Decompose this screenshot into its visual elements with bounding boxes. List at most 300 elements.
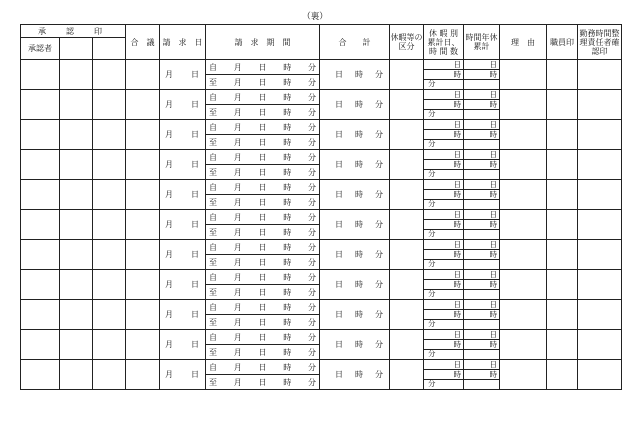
- unit-hour: 時: [489, 279, 497, 289]
- manager-seal-cell[interactable]: [578, 60, 622, 90]
- unit-hour: 時: [453, 369, 461, 379]
- manager-seal-cell[interactable]: [578, 210, 622, 240]
- unit-day: 日: [489, 59, 497, 69]
- unit-month: 月: [233, 182, 242, 192]
- approver-seal-cell[interactable]: [21, 120, 60, 150]
- unit-day: 日: [453, 329, 461, 339]
- unit-day: 日: [489, 179, 497, 189]
- unit-month: 月: [233, 77, 242, 87]
- unit-day: 日: [335, 100, 343, 109]
- annual-hours-cell[interactable]: [464, 330, 500, 360]
- annual-hours-cell[interactable]: [464, 300, 500, 330]
- page-title: （裏）: [302, 12, 328, 22]
- staff-seal-cell[interactable]: [547, 180, 578, 210]
- unit-month: 月: [165, 370, 173, 379]
- record-row: [21, 330, 622, 345]
- leave-type-cell[interactable]: [390, 360, 424, 390]
- unit-month: 月: [165, 340, 173, 349]
- unit-hour: 時: [355, 370, 363, 379]
- period-to-cell[interactable]: [206, 105, 320, 120]
- unit-day: 日: [258, 317, 267, 327]
- claim-date-cell[interactable]: [160, 330, 206, 360]
- unit-day: 日: [453, 299, 461, 309]
- annual-hours-cell[interactable]: [464, 360, 500, 390]
- unit-day: 日: [258, 182, 267, 192]
- approver-seal-cell-2[interactable]: [60, 60, 93, 90]
- unit-month: 月: [233, 362, 242, 372]
- approver-seal-cell-2[interactable]: [60, 240, 93, 270]
- approver-seal-cell-2[interactable]: [60, 210, 93, 240]
- staff-seal-cell[interactable]: [547, 150, 578, 180]
- unit-hour: 時: [453, 309, 461, 319]
- unit-day: 日: [335, 250, 343, 259]
- total-cell[interactable]: [320, 60, 390, 90]
- total-cell[interactable]: [320, 330, 390, 360]
- record-row: [21, 150, 622, 165]
- unit-hour: 時: [453, 339, 461, 349]
- total-cell[interactable]: [320, 360, 390, 390]
- unit-month: 月: [233, 212, 242, 222]
- period-from-cell[interactable]: [206, 330, 320, 345]
- unit-minute: 分: [308, 347, 316, 357]
- unit-hour: 時: [489, 129, 497, 139]
- unit-month: 月: [165, 130, 173, 139]
- unit-day: 日: [335, 340, 343, 349]
- unit-day: 日: [258, 272, 267, 282]
- approver-seal-cell-2[interactable]: [60, 270, 93, 300]
- period-to-cell[interactable]: [206, 285, 320, 300]
- unit-hour: 時: [283, 257, 292, 267]
- unit-hour: 時: [283, 347, 292, 357]
- approver-seal-cell-2[interactable]: [60, 150, 93, 180]
- unit-hour: 時: [283, 332, 292, 342]
- total-cell[interactable]: [320, 270, 390, 300]
- reason-cell[interactable]: [500, 120, 547, 150]
- approver-seal-cell-3[interactable]: [93, 180, 126, 210]
- consultation-cell[interactable]: [126, 300, 160, 330]
- unit-month: 月: [233, 152, 242, 162]
- total-cell[interactable]: [320, 150, 390, 180]
- annual-hours-cell[interactable]: [464, 150, 500, 180]
- leave-cumulative-cell[interactable]: [424, 330, 464, 360]
- unit-day: 日: [489, 239, 497, 249]
- consultation-cell[interactable]: [126, 60, 160, 90]
- leave-cumulative-cell[interactable]: [424, 240, 464, 270]
- total-cell[interactable]: [320, 180, 390, 210]
- total-cell[interactable]: [320, 90, 390, 120]
- manager-seal-cell[interactable]: [578, 240, 622, 270]
- unit-minute: 分: [375, 160, 383, 169]
- approver-seal-cell-3[interactable]: [93, 210, 126, 240]
- staff-seal-cell[interactable]: [547, 360, 578, 390]
- unit-day: 日: [258, 347, 267, 357]
- unit-hour: 時: [453, 129, 461, 139]
- unit-minute: 分: [308, 77, 316, 87]
- unit-month: 月: [233, 107, 242, 117]
- unit-to: 至: [209, 167, 217, 177]
- approver-seal-cell[interactable]: [21, 300, 60, 330]
- approver-seal-cell-3[interactable]: [93, 360, 126, 390]
- approver-blank-2: [93, 38, 126, 60]
- approver-seal-cell-3[interactable]: [93, 90, 126, 120]
- period-to-cell[interactable]: [206, 135, 320, 150]
- leave-type-cell[interactable]: [390, 180, 424, 210]
- approver-seal-cell-3[interactable]: [93, 330, 126, 360]
- annual-hours-cell[interactable]: [464, 90, 500, 120]
- claim-date-header: 請 求 日: [160, 25, 206, 60]
- leave-cumulative-cell[interactable]: [424, 270, 464, 300]
- leave-type-cell[interactable]: [390, 240, 424, 270]
- consultation-cell[interactable]: [126, 210, 160, 240]
- staff-seal-cell[interactable]: [547, 300, 578, 330]
- unit-hour: 時: [283, 317, 292, 327]
- unit-month: 月: [165, 220, 173, 229]
- record-row: [21, 120, 622, 135]
- total-cell[interactable]: [320, 240, 390, 270]
- reason-cell[interactable]: [500, 270, 547, 300]
- unit-minute: 分: [428, 169, 436, 179]
- period-from-cell[interactable]: [206, 60, 320, 75]
- staff-seal-cell[interactable]: [547, 90, 578, 120]
- annual-hours-cell[interactable]: [464, 210, 500, 240]
- manager-seal-cell[interactable]: [578, 330, 622, 360]
- unit-hour: 時: [283, 92, 292, 102]
- leave-type-cell[interactable]: [390, 210, 424, 240]
- unit-hour: 時: [283, 77, 292, 87]
- approver-seal-cell-3[interactable]: [93, 150, 126, 180]
- approver-seal-cell-3[interactable]: [93, 240, 126, 270]
- leave-type-cell[interactable]: [390, 150, 424, 180]
- reason-cell[interactable]: [500, 240, 547, 270]
- annual-hours-cell[interactable]: [464, 240, 500, 270]
- record-row: [21, 240, 622, 255]
- leave-type-cell[interactable]: [390, 300, 424, 330]
- period-to-cell[interactable]: [206, 195, 320, 210]
- consultation-cell[interactable]: [126, 360, 160, 390]
- approver-seal-cell-3[interactable]: [93, 270, 126, 300]
- record-row: [21, 90, 622, 105]
- unit-day: 日: [258, 137, 267, 147]
- approver-seal-cell[interactable]: [21, 150, 60, 180]
- unit-minute: 分: [428, 139, 436, 149]
- unit-minute: 分: [308, 122, 316, 132]
- unit-day: 日: [258, 122, 267, 132]
- reason-cell[interactable]: [500, 300, 547, 330]
- reason-cell[interactable]: [500, 210, 547, 240]
- approver-seal-cell-3[interactable]: [93, 300, 126, 330]
- unit-day: 日: [489, 119, 497, 129]
- consultation-cell[interactable]: [126, 330, 160, 360]
- manager-seal-cell[interactable]: [578, 120, 622, 150]
- approver-seal-cell-2[interactable]: [60, 330, 93, 360]
- reason-cell[interactable]: [500, 60, 547, 90]
- unit-day: 日: [258, 197, 267, 207]
- claim-period-header: 請 求 期 間: [206, 25, 320, 60]
- unit-month: 月: [165, 70, 173, 79]
- reason-cell[interactable]: [500, 360, 547, 390]
- unit-hour: 時: [489, 99, 497, 109]
- reason-cell[interactable]: [500, 90, 547, 120]
- period-from-cell[interactable]: [206, 270, 320, 285]
- unit-day: 日: [258, 107, 267, 117]
- unit-hour: 時: [355, 130, 363, 139]
- unit-day: 日: [191, 190, 199, 199]
- unit-day: 日: [453, 59, 461, 69]
- leave-cumulative-cell[interactable]: [424, 210, 464, 240]
- unit-hour: 時: [283, 137, 292, 147]
- unit-from: 自: [209, 362, 217, 372]
- staff-seal-cell[interactable]: [547, 240, 578, 270]
- manager-seal-cell[interactable]: [578, 150, 622, 180]
- total-header: 合 計: [320, 25, 390, 60]
- reason-cell[interactable]: [500, 180, 547, 210]
- record-row: [21, 180, 622, 195]
- staff-seal-cell[interactable]: [547, 60, 578, 90]
- leave-cumulative-cell[interactable]: [424, 180, 464, 210]
- consultation-cell[interactable]: [126, 90, 160, 120]
- unit-hour: 時: [283, 227, 292, 237]
- unit-hour: 時: [355, 190, 363, 199]
- annual-hours-cell[interactable]: [464, 180, 500, 210]
- unit-month: 月: [165, 190, 173, 199]
- unit-day: 日: [453, 89, 461, 99]
- annual-hours-cell[interactable]: [464, 270, 500, 300]
- unit-hour: 時: [355, 280, 363, 289]
- approver-seal-cell-3[interactable]: [93, 120, 126, 150]
- consultation-cell[interactable]: [126, 240, 160, 270]
- staff-seal-cell[interactable]: [547, 330, 578, 360]
- unit-day: 日: [453, 179, 461, 189]
- period-to-cell[interactable]: [206, 345, 320, 360]
- approver-seal-cell[interactable]: [21, 330, 60, 360]
- unit-minute: 分: [308, 362, 316, 372]
- manager-seal-cell[interactable]: [578, 90, 622, 120]
- unit-month: 月: [233, 62, 242, 72]
- manager-seal-header: 勤務時間整理責任者確認印: [578, 25, 622, 60]
- unit-from: 自: [209, 182, 217, 192]
- unit-day: 日: [453, 269, 461, 279]
- unit-from: 自: [209, 302, 217, 312]
- period-from-cell[interactable]: [206, 180, 320, 195]
- unit-minute: 分: [308, 272, 316, 282]
- claim-date-cell[interactable]: [160, 270, 206, 300]
- claim-date-cell[interactable]: [160, 60, 206, 90]
- manager-seal-cell[interactable]: [578, 180, 622, 210]
- unit-minute: 分: [308, 107, 316, 117]
- staff-seal-cell[interactable]: [547, 120, 578, 150]
- unit-hour: 時: [489, 159, 497, 169]
- unit-month: 月: [165, 100, 173, 109]
- claim-date-cell[interactable]: [160, 300, 206, 330]
- claim-date-cell[interactable]: [160, 180, 206, 210]
- unit-day: 日: [489, 359, 497, 369]
- approver-seal-cell-2[interactable]: [60, 90, 93, 120]
- unit-minute: 分: [308, 167, 316, 177]
- leave-type-cell[interactable]: [390, 120, 424, 150]
- unit-minute: 分: [375, 220, 383, 229]
- reason-cell[interactable]: [500, 150, 547, 180]
- leave-type-cell[interactable]: [390, 60, 424, 90]
- unit-minute: 分: [308, 152, 316, 162]
- period-from-cell[interactable]: [206, 90, 320, 105]
- reason-header: 理 由: [500, 25, 547, 60]
- consultation-cell[interactable]: [126, 120, 160, 150]
- unit-day: 日: [191, 280, 199, 289]
- staff-seal-cell[interactable]: [547, 270, 578, 300]
- leave-cumulative-cell[interactable]: [424, 360, 464, 390]
- unit-minute: 分: [308, 257, 316, 267]
- leave-cumulative-cell[interactable]: [424, 300, 464, 330]
- unit-day: 日: [258, 77, 267, 87]
- manager-seal-cell[interactable]: [578, 360, 622, 390]
- leave-cumulative-cell[interactable]: [424, 120, 464, 150]
- unit-to: 至: [209, 377, 217, 387]
- approver-seal-cell[interactable]: [21, 90, 60, 120]
- annual-hours-cell[interactable]: [464, 120, 500, 150]
- unit-hour: 時: [283, 287, 292, 297]
- unit-month: 月: [165, 160, 173, 169]
- unit-day: 日: [335, 130, 343, 139]
- claim-date-cell[interactable]: [160, 360, 206, 390]
- unit-day: 日: [258, 212, 267, 222]
- unit-from: 自: [209, 152, 217, 162]
- staff-seal-cell[interactable]: [547, 210, 578, 240]
- period-to-cell[interactable]: [206, 315, 320, 330]
- unit-minute: 分: [308, 377, 316, 387]
- record-row: [21, 210, 622, 225]
- unit-minute: 分: [375, 70, 383, 79]
- approver-header: 承認者: [21, 38, 60, 60]
- leave-cumulative-cell[interactable]: [424, 60, 464, 90]
- claim-date-cell[interactable]: [160, 150, 206, 180]
- period-to-cell[interactable]: [206, 75, 320, 90]
- unit-month: 月: [233, 167, 242, 177]
- unit-month: 月: [233, 302, 242, 312]
- leave-type-header: 休暇等の区分: [390, 25, 424, 60]
- leave-type-cell[interactable]: [390, 330, 424, 360]
- unit-day: 日: [258, 287, 267, 297]
- approver-seal-cell[interactable]: [21, 60, 60, 90]
- unit-minute: 分: [308, 227, 316, 237]
- total-cell[interactable]: [320, 210, 390, 240]
- period-to-cell[interactable]: [206, 225, 320, 240]
- consultation-cell[interactable]: [126, 150, 160, 180]
- consultation-header: 合 議: [126, 25, 160, 60]
- unit-day: 日: [191, 310, 199, 319]
- approver-seal-cell[interactable]: [21, 270, 60, 300]
- manager-seal-cell[interactable]: [578, 300, 622, 330]
- unit-month: 月: [233, 257, 242, 267]
- reason-cell[interactable]: [500, 330, 547, 360]
- approver-seal-cell[interactable]: [21, 240, 60, 270]
- unit-hour: 時: [283, 302, 292, 312]
- unit-minute: 分: [375, 370, 383, 379]
- approver-seal-cell-3[interactable]: [93, 60, 126, 90]
- unit-hour: 時: [489, 249, 497, 259]
- period-from-cell[interactable]: [206, 300, 320, 315]
- unit-day: 日: [191, 70, 199, 79]
- approver-seal-cell-2[interactable]: [60, 300, 93, 330]
- period-to-cell[interactable]: [206, 165, 320, 180]
- unit-from: 自: [209, 122, 217, 132]
- claim-date-cell[interactable]: [160, 210, 206, 240]
- unit-month: 月: [233, 122, 242, 132]
- approver-seal-cell-2[interactable]: [60, 120, 93, 150]
- claim-date-cell[interactable]: [160, 240, 206, 270]
- claim-date-cell[interactable]: [160, 120, 206, 150]
- leave-cumulative-cell[interactable]: [424, 90, 464, 120]
- unit-to: 至: [209, 107, 217, 117]
- unit-to: 至: [209, 227, 217, 237]
- total-cell[interactable]: [320, 300, 390, 330]
- period-from-cell[interactable]: [206, 120, 320, 135]
- period-to-cell[interactable]: [206, 255, 320, 270]
- unit-minute: 分: [428, 79, 436, 89]
- period-from-cell[interactable]: [206, 360, 320, 375]
- period-from-cell[interactable]: [206, 240, 320, 255]
- total-cell[interactable]: [320, 120, 390, 150]
- unit-minute: 分: [375, 130, 383, 139]
- manager-seal-cell[interactable]: [578, 270, 622, 300]
- claim-date-cell[interactable]: [160, 90, 206, 120]
- unit-day: 日: [489, 89, 497, 99]
- unit-from: 自: [209, 242, 217, 252]
- approver-seal-cell-2[interactable]: [60, 360, 93, 390]
- approver-seal-cell[interactable]: [21, 360, 60, 390]
- annual-hours-cell[interactable]: [464, 60, 500, 90]
- unit-from: 自: [209, 92, 217, 102]
- unit-day: 日: [335, 280, 343, 289]
- period-to-cell[interactable]: [206, 375, 320, 390]
- approver-seal-cell-2[interactable]: [60, 180, 93, 210]
- unit-day: 日: [191, 100, 199, 109]
- consultation-cell[interactable]: [126, 270, 160, 300]
- unit-day: 日: [453, 209, 461, 219]
- unit-month: 月: [233, 272, 242, 282]
- leave-cumulative-cell[interactable]: [424, 150, 464, 180]
- unit-day: 日: [258, 227, 267, 237]
- unit-day: 日: [453, 239, 461, 249]
- approver-seal-cell[interactable]: [21, 180, 60, 210]
- unit-minute: 分: [428, 379, 436, 389]
- period-from-cell[interactable]: [206, 210, 320, 225]
- leave-type-cell[interactable]: [390, 90, 424, 120]
- leave-request-table: [20, 24, 622, 390]
- period-from-cell[interactable]: [206, 150, 320, 165]
- unit-hour: 時: [453, 69, 461, 79]
- unit-minute: 分: [308, 212, 316, 222]
- leave-type-cell[interactable]: [390, 270, 424, 300]
- unit-day: 日: [489, 209, 497, 219]
- unit-hour: 時: [355, 340, 363, 349]
- unit-month: 月: [233, 317, 242, 327]
- unit-to: 至: [209, 77, 217, 87]
- unit-hour: 時: [283, 152, 292, 162]
- unit-from: 自: [209, 212, 217, 222]
- record-row: [21, 300, 622, 315]
- unit-month: 月: [233, 227, 242, 237]
- unit-minute: 分: [428, 319, 436, 329]
- unit-day: 日: [258, 152, 267, 162]
- approver-seal-cell[interactable]: [21, 210, 60, 240]
- unit-day: 日: [191, 130, 199, 139]
- consultation-cell[interactable]: [126, 180, 160, 210]
- unit-hour: 時: [489, 189, 497, 199]
- unit-minute: 分: [375, 310, 383, 319]
- unit-minute: 分: [375, 190, 383, 199]
- unit-hour: 時: [283, 197, 292, 207]
- unit-minute: 分: [375, 340, 383, 349]
